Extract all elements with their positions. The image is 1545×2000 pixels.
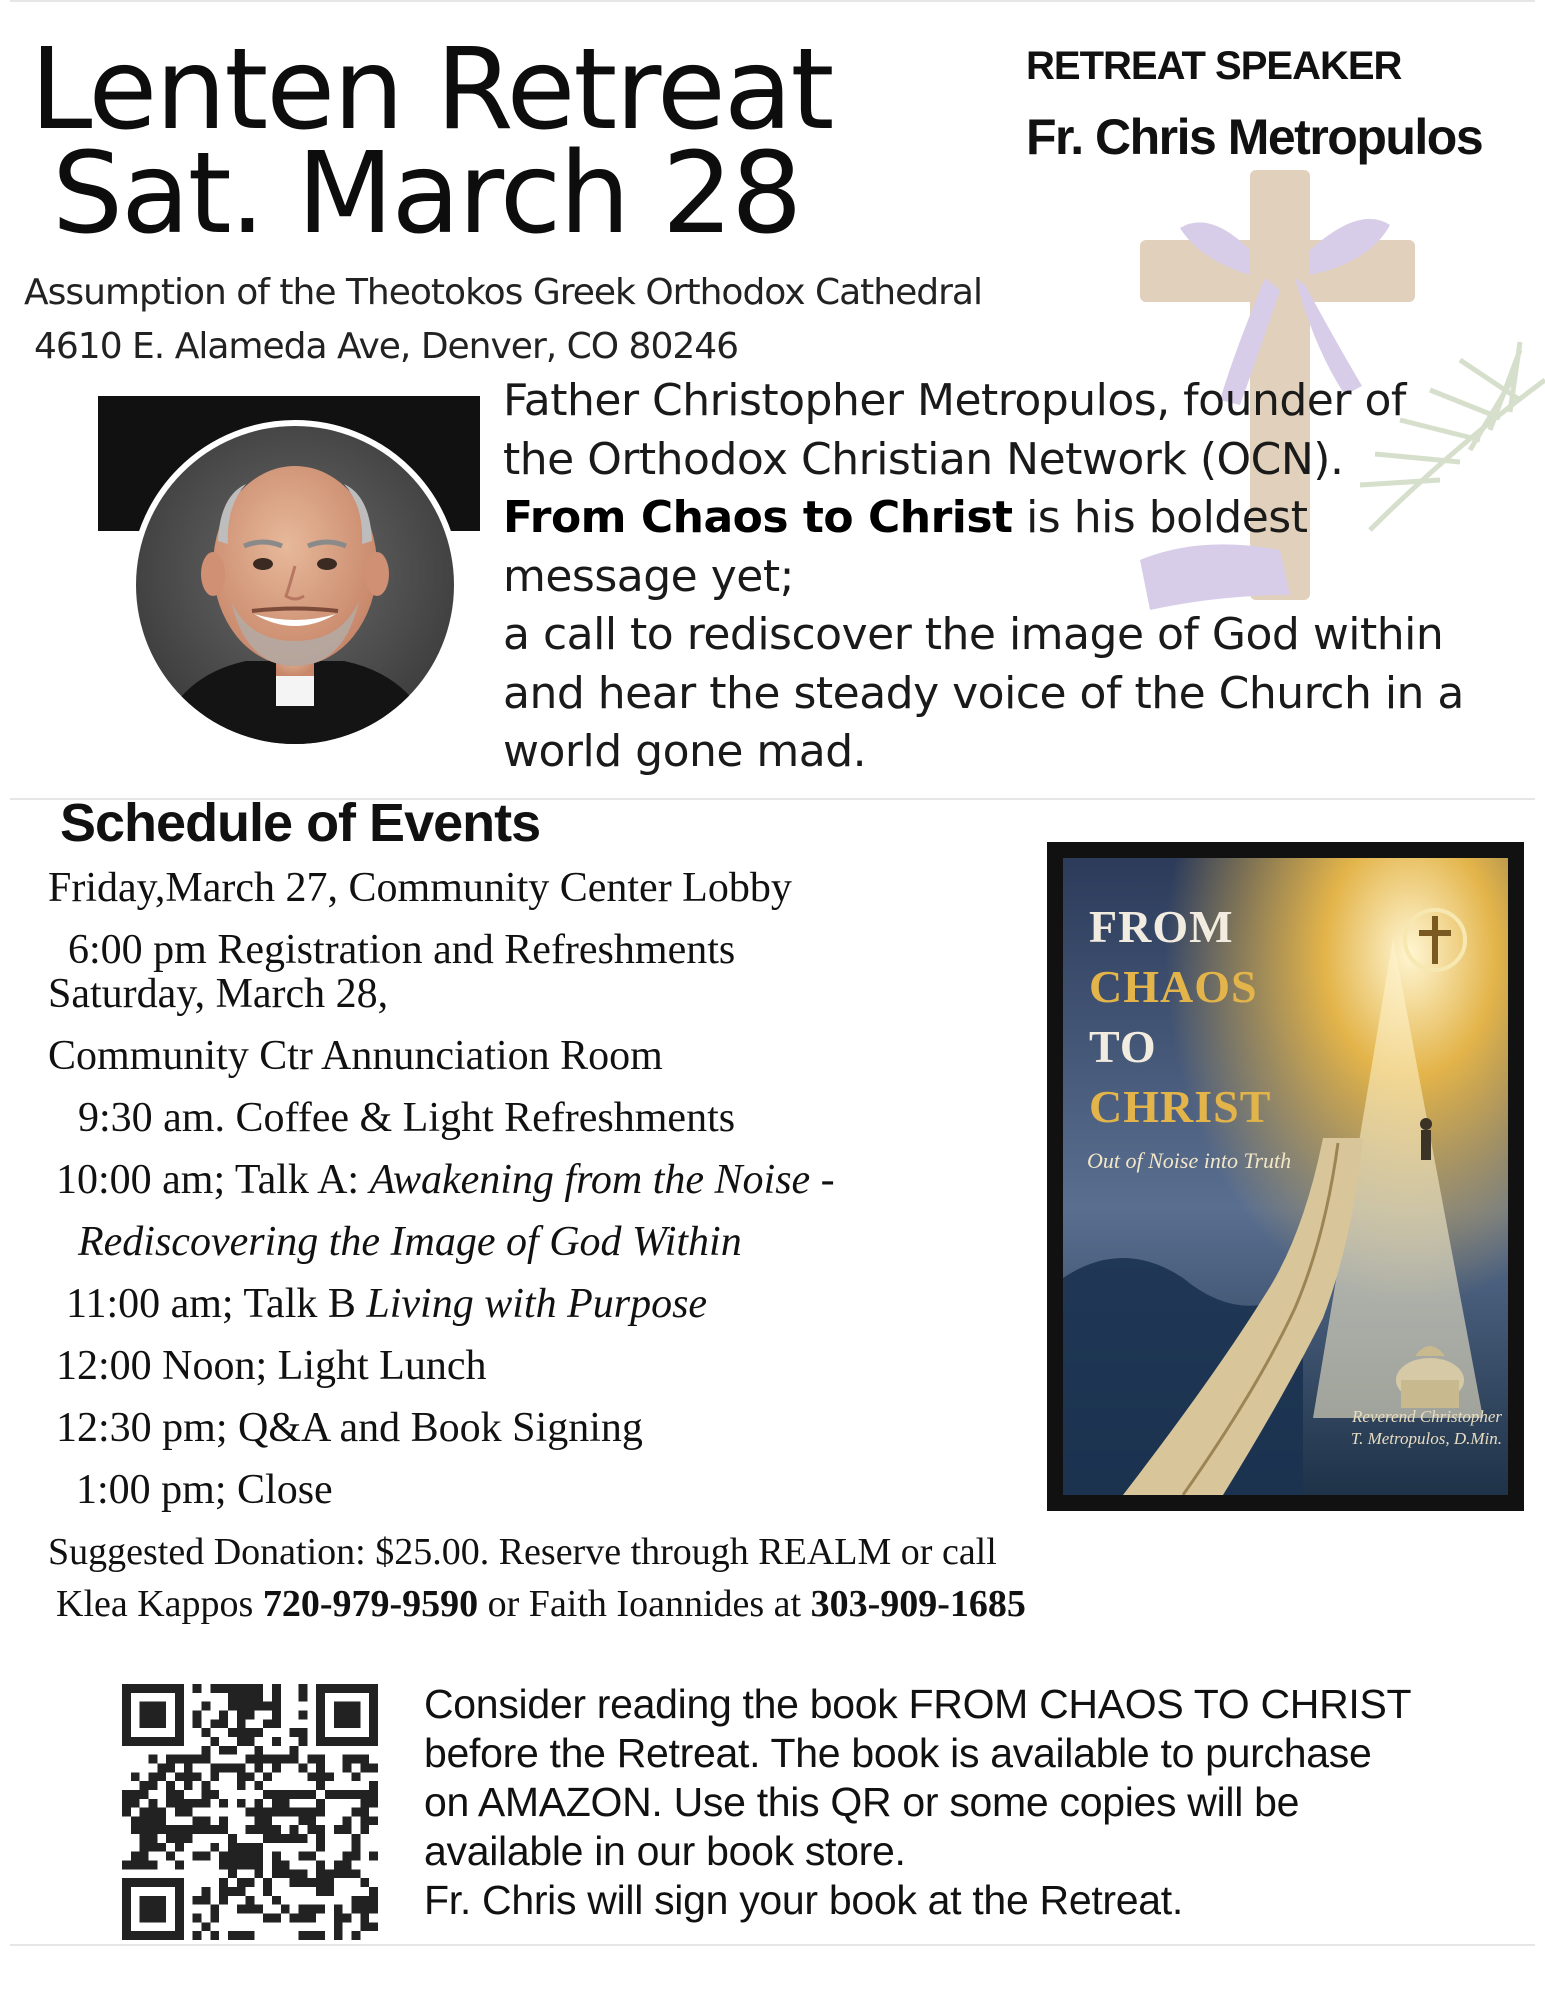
schedule-item: 9:30 am. Coffee & Light Refreshments	[78, 1095, 736, 1141]
qr-code-icon[interactable]	[122, 1684, 378, 1940]
consider-line: available in our book store.	[424, 1828, 906, 1874]
book-title-from: FROM	[1089, 901, 1234, 952]
intro-line: world gone mad.	[503, 726, 867, 777]
donation-line: Suggested Donation: $25.00. Reserve through REALM or call	[48, 1531, 997, 1573]
portrait-photo	[130, 420, 460, 750]
consider-line: before the Retreat. The book is available to purchase	[424, 1730, 1372, 1776]
intro-line: a call to rediscover the image of God within	[503, 609, 1444, 660]
retreat-title	[30, 25, 833, 259]
speaker-name: Fr. Chris Metropulos	[1026, 109, 1483, 165]
book-title-bold: From Chaos to Christ	[503, 492, 1013, 543]
contact2-phone[interactable]: 303-909-1685	[810, 1583, 1026, 1625]
talk-a-title-cont: Rediscovering the Image of God Within	[78, 1219, 742, 1265]
book-author-line: T. Metropulos, D.Min.	[1350, 1429, 1502, 1448]
top-rule	[10, 0, 1535, 2]
consider-line: Consider reading the book FROM CHAOS TO CHRIST	[424, 1681, 1412, 1727]
intro-line: Father Christopher Metropulos, founder of	[503, 375, 1406, 426]
book-author	[1302, 1406, 1502, 1450]
book-cover	[1063, 858, 1508, 1495]
book-title-chaos: CHAOS	[1089, 961, 1258, 1012]
intro-line: message yet;	[503, 550, 794, 602]
bottom-rule	[10, 1944, 1535, 1946]
book-title-to: TO	[1089, 1021, 1157, 1072]
schedule-item: 12:30 pm; Q&A and Book Signing	[56, 1405, 643, 1451]
venue-address: 4610 E. Alameda Ave, Denver, CO 80246	[34, 326, 739, 367]
consider-line: Fr. Chris will sign your book at the Retreat.	[424, 1877, 1183, 1923]
speaker-intro	[503, 372, 1503, 782]
consider-reading	[424, 1680, 1411, 1925]
book-subtitle: Out of Noise into Truth	[1087, 1148, 1292, 1173]
talk-a-subtitle	[78, 1218, 742, 1266]
speaker-label: RETREAT SPEAKER	[1026, 44, 1402, 88]
schedule-item: 6:00 pm Registration and Refreshments	[68, 927, 736, 973]
contact1-phone[interactable]: 720-979-9590	[262, 1583, 479, 1625]
retreat-title-line2: Sat. March 28	[52, 129, 801, 259]
book-title-christ: CHRIST	[1089, 1081, 1272, 1132]
contact1-name: Klea Kappos	[56, 1583, 263, 1625]
schedule-item-talk-a	[56, 1156, 835, 1204]
consider-line: on AMAZON. Use this QR or some copies will be	[424, 1779, 1300, 1825]
schedule-item-talk-b	[66, 1280, 707, 1328]
intro-line	[503, 489, 1503, 548]
venue-name: Assumption of the Theotokos Greek Orthodox Cathedral	[24, 272, 982, 313]
contact-connector: or Faith Ioannides at	[478, 1583, 811, 1625]
saturday-room: Community Ctr Annunciation Room	[48, 1033, 663, 1079]
schedule-item: 1:00 pm; Close	[76, 1467, 333, 1513]
contact-line	[56, 1582, 1026, 1626]
book-author-line: Reverend Christopher	[1352, 1407, 1502, 1426]
schedule-title: Schedule of Events	[60, 793, 541, 853]
intro-line: and hear the steady voice of the Church in a	[503, 667, 1464, 719]
talk-b-time: 11:00 am; Talk B	[66, 1281, 367, 1327]
talk-a-time: 10:00 am; Talk A:	[56, 1157, 370, 1203]
saturday-header: Saturday, March 28,	[48, 971, 389, 1017]
friday-header: Friday,March 27, Community Center Lobby	[48, 865, 792, 911]
talk-a-title: Awakening from the Noise -	[369, 1157, 835, 1203]
intro-line-rest: is his boldest	[1012, 492, 1308, 543]
schedule-item: 12:00 Noon; Light Lunch	[56, 1343, 487, 1389]
talk-b-title: Living with Purpose	[366, 1281, 708, 1327]
intro-line: the Orthodox Christian Network (OCN).	[503, 433, 1344, 485]
retreat-title-line1: Lenten Retreat	[30, 25, 833, 155]
